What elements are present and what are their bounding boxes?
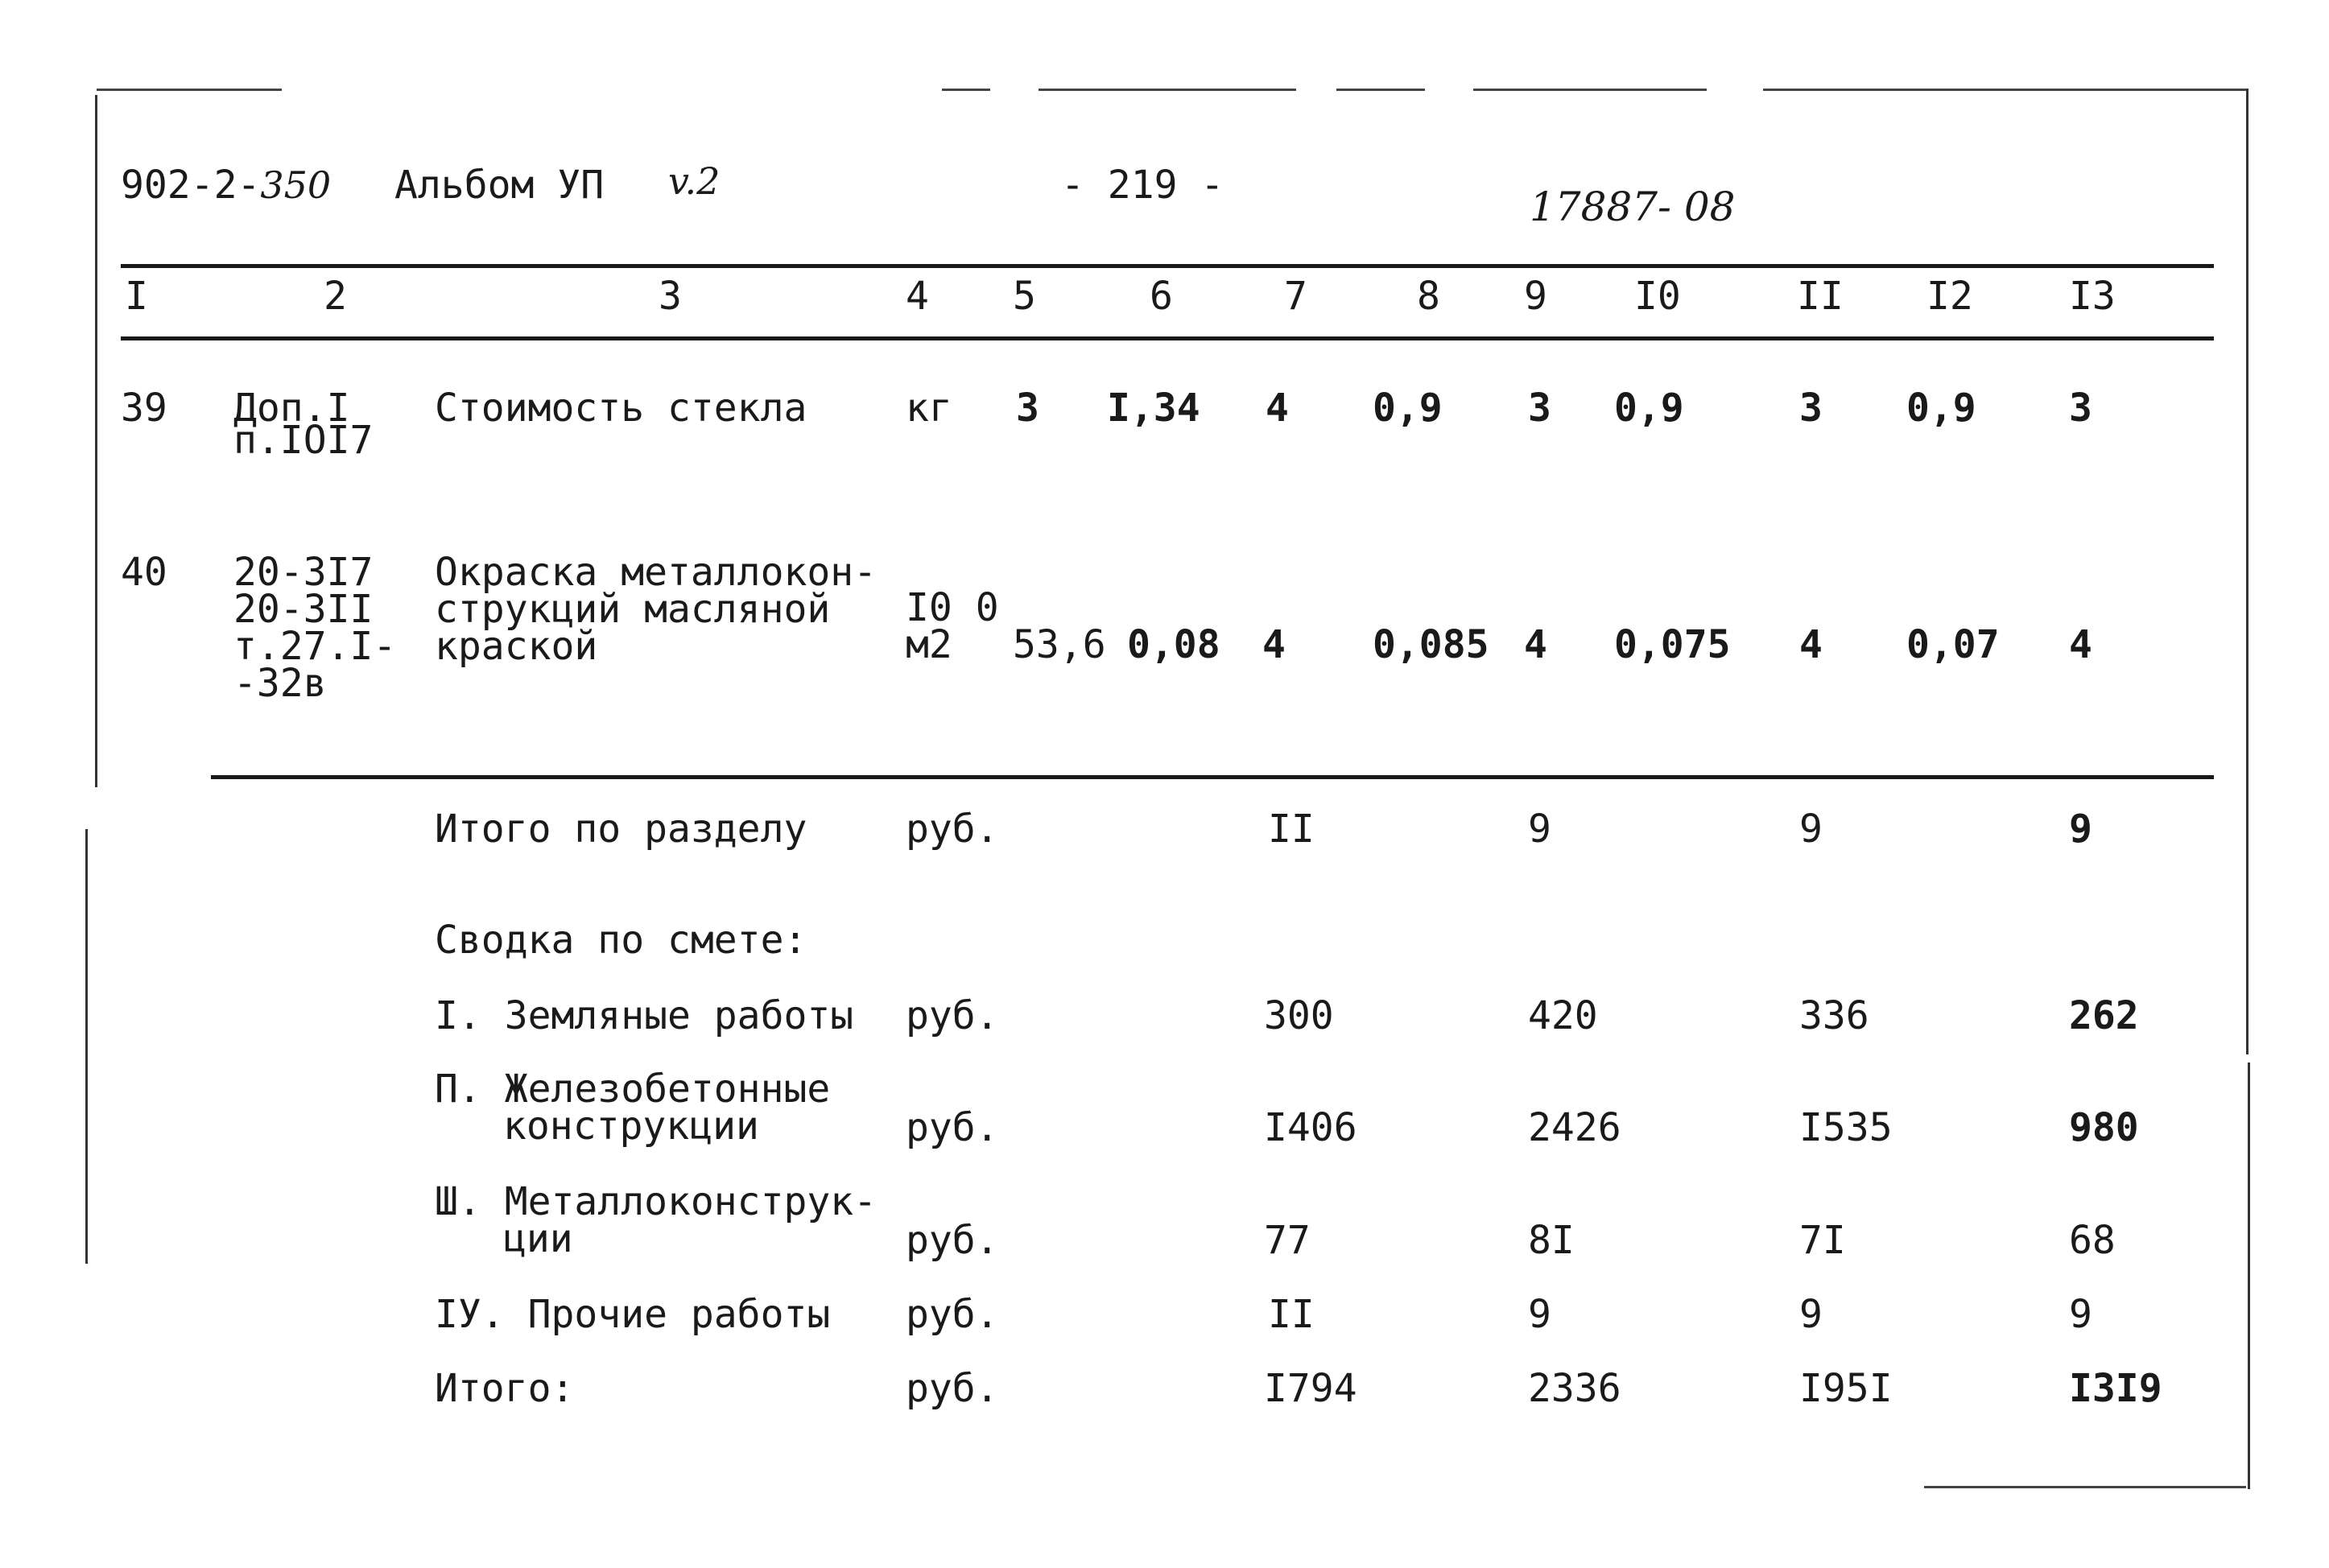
col-num-13: I3 — [2069, 274, 2116, 319]
row-cell-col11: 3 — [1799, 386, 1823, 431]
frame-top-dash — [1336, 89, 1425, 91]
row-cell-col12: 0,07 — [1906, 622, 2000, 667]
summary-item-label: конструкции — [503, 1104, 759, 1149]
summary-item-unit: руб. — [906, 993, 999, 1038]
summary-item-label: ции — [503, 1216, 573, 1261]
row-unit-line: I0 0 — [906, 585, 999, 630]
summary-item-col13: 9 — [2069, 1292, 2092, 1337]
row-cell-col5: 3 — [1016, 386, 1039, 431]
col-num-12: I2 — [1926, 274, 1973, 319]
summary-item-col13: 980 — [2069, 1105, 2139, 1150]
summary-item-unit: руб. — [906, 1292, 999, 1337]
section-rule — [211, 775, 2214, 779]
summary-item-col9: 8I — [1528, 1218, 1575, 1263]
frame-top-dash — [1763, 89, 2246, 91]
summary-item-label: Ш. Металлоконструк- — [435, 1179, 878, 1224]
col-num-1: I — [125, 274, 148, 319]
row-reference-line: 20-3I7 — [233, 550, 374, 595]
frame-top-dash — [942, 89, 990, 91]
summary-item-unit: руб. — [906, 1218, 999, 1263]
summary-item-col9: 2426 — [1528, 1105, 1621, 1150]
summary-item-label: П. Железобетонные — [435, 1067, 831, 1112]
summary-item-label: IУ. Прочие работы — [435, 1292, 831, 1337]
row-unit-line: кг — [906, 386, 952, 431]
summary-item-col13: 262 — [2069, 993, 2139, 1038]
summary-item-col7: II — [1268, 1292, 1315, 1337]
row-cell-col6: 0,08 — [1127, 622, 1220, 667]
frame-bottom-dash — [1924, 1486, 2246, 1488]
row-cell-col13: 3 — [2069, 386, 2092, 431]
row-number: 40 — [121, 550, 167, 595]
row-cell-col8: 0,9 — [1373, 386, 1443, 431]
document-code-printed: 902-2- — [121, 163, 261, 208]
row-reference-line: 20-3II — [233, 587, 374, 632]
frame-top-dash — [1473, 89, 1707, 91]
album-label: Альбом УП — [394, 163, 605, 208]
row-cell-col12: 0,9 — [1906, 386, 1976, 431]
frame-top-dash — [97, 89, 282, 91]
col-num-5: 5 — [1013, 274, 1036, 319]
row-cell-col10: 0,075 — [1614, 622, 1731, 667]
summary-total-unit: руб. — [906, 1366, 999, 1411]
row-description-line: Окраска металлокон- — [435, 550, 878, 595]
summary-item-col11: 336 — [1799, 993, 1869, 1038]
summary-total-label: Итого: — [435, 1366, 575, 1411]
summary-item-col11: 9 — [1799, 1292, 1823, 1337]
summary-item-col7: 300 — [1264, 993, 1334, 1038]
row-cell-col8: 0,085 — [1373, 622, 1489, 667]
summary-item-col9: 9 — [1528, 1292, 1551, 1337]
frame-left-edge — [95, 95, 97, 787]
summary-total-col13: I3I9 — [2069, 1366, 2162, 1411]
row-number: 39 — [121, 386, 167, 431]
summary-item-label: I. Земляные работы — [435, 993, 854, 1038]
row-cell-col7: 4 — [1262, 622, 1286, 667]
summary-item-col7: I406 — [1264, 1105, 1357, 1150]
document-code-handwritten: 350 — [260, 163, 332, 207]
row-reference-line: -32в — [233, 661, 327, 706]
row-cell-col11: 4 — [1799, 622, 1823, 667]
frame-top-dash — [1039, 89, 1296, 91]
row-reference-line: п.IОI7 — [233, 418, 374, 463]
col-num-9: 9 — [1524, 274, 1547, 319]
summary-item-col9: 420 — [1528, 993, 1598, 1038]
section-total-unit: руб. — [906, 807, 999, 852]
col-num-2: 2 — [324, 274, 347, 319]
summary-item-unit: руб. — [906, 1105, 999, 1150]
register-number-handwritten: 17887- 08 — [1530, 184, 1736, 230]
frame-left-edge — [85, 829, 88, 1264]
summary-total-col9: 2336 — [1528, 1366, 1621, 1411]
row-description-line: струкций масляной — [435, 587, 831, 632]
summary-item-col11: I535 — [1799, 1105, 1893, 1150]
col-num-7: 7 — [1284, 274, 1307, 319]
section-total-col13: 9 — [2069, 807, 2092, 852]
row-reference-line: т.27.I- — [233, 624, 397, 669]
row-cell-col5: 53,6 — [1013, 622, 1106, 667]
section-total-col7: II — [1268, 807, 1315, 852]
row-description-line: краской — [435, 624, 598, 669]
row-unit-line: м2 — [906, 622, 952, 667]
col-num-4: 4 — [906, 274, 929, 319]
summary-total-col7: I794 — [1264, 1366, 1357, 1411]
header-rule-bottom — [121, 336, 2214, 340]
row-cell-col9: 3 — [1528, 386, 1551, 431]
col-num-3: 3 — [659, 274, 682, 319]
row-cell-col7: 4 — [1266, 386, 1289, 431]
section-total-col11: 9 — [1799, 807, 1823, 852]
row-cell-col13: 4 — [2069, 622, 2092, 667]
col-num-10: I0 — [1634, 274, 1681, 319]
summary-total-col11: I95I — [1799, 1366, 1893, 1411]
page-number: - 219 - — [1061, 163, 1224, 208]
frame-right-edge — [2248, 1063, 2250, 1489]
summary-item-col11: 7I — [1799, 1218, 1846, 1263]
row-reference-line: Доп.I — [233, 386, 350, 431]
section-total-label: Итого по разделу — [435, 807, 807, 852]
header-rule-top — [121, 264, 2214, 268]
summary-item-col7: 77 — [1264, 1218, 1311, 1263]
section-total-col9: 9 — [1528, 807, 1551, 852]
row-cell-col6: I,34 — [1107, 386, 1200, 431]
frame-right-edge — [2246, 89, 2248, 1054]
summary-item-col13: 68 — [2069, 1218, 2116, 1263]
album-handwritten-note: v.2 — [668, 159, 721, 203]
row-cell-col10: 0,9 — [1614, 386, 1684, 431]
col-num-6: 6 — [1150, 274, 1173, 319]
summary-title: Сводка по смете: — [435, 918, 807, 963]
document-code — [121, 163, 332, 208]
col-num-8: 8 — [1417, 274, 1440, 319]
col-num-11: II — [1797, 274, 1844, 319]
row-cell-col9: 4 — [1524, 622, 1547, 667]
row-description-line: Стоимость стекла — [435, 386, 807, 431]
